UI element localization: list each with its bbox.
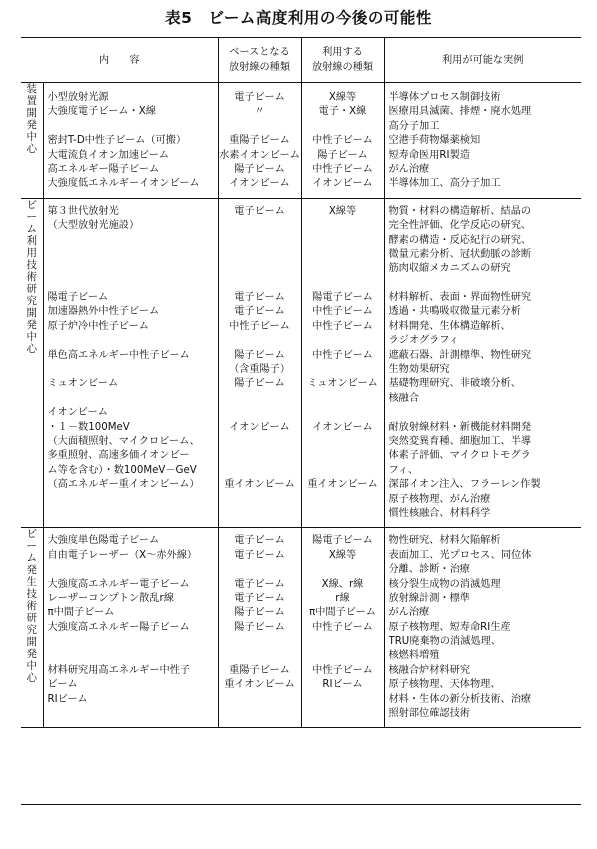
section-label-char: 研 xyxy=(26,612,37,625)
used-beam-cell xyxy=(301,83,384,199)
section-label-char: 利 xyxy=(26,234,37,247)
content-line xyxy=(48,392,218,406)
section-label-cell xyxy=(21,528,43,728)
content-line: RIビーム xyxy=(47,693,88,705)
content-cell xyxy=(43,198,218,528)
used-beam-line xyxy=(302,635,384,649)
applications-line: 照射部位確認技術 xyxy=(388,708,470,720)
section-label xyxy=(21,199,43,355)
section-label-char: 置 xyxy=(26,95,37,107)
used-beam-line: イオンビーム xyxy=(312,178,373,190)
applications-line: 材料開発、生体構造解析、 xyxy=(388,320,511,332)
base-beam-line xyxy=(219,334,301,348)
section-label-char: 技 xyxy=(26,588,37,601)
table-body xyxy=(21,83,581,728)
base-beam-line xyxy=(219,277,301,291)
base-beam-line: 電子ビーム xyxy=(234,535,285,547)
base-beam-line: 電子ビーム xyxy=(234,92,285,103)
applications-line: 放射線計測・標準 xyxy=(388,592,470,604)
section-label-char: 生 xyxy=(26,576,37,589)
used-beam-line: 陽子ビーム xyxy=(317,149,368,161)
base-beam-line: 重イオンビーム xyxy=(224,479,295,491)
base-beam-line xyxy=(219,649,301,663)
applications-line: 核分裂生成物の消滅処理 xyxy=(388,578,501,590)
base-beam-line: 電子ビーム xyxy=(234,306,285,318)
used-beam-line: 中性子ビーム xyxy=(312,320,373,332)
content-line: 陽電子ビーム xyxy=(47,292,109,304)
content-line xyxy=(48,493,218,507)
section-label-cell xyxy=(21,83,43,199)
content-line: 第３世代放射光 xyxy=(47,205,119,217)
base-beam-line: イオンビーム xyxy=(229,178,290,190)
base-beam-line: 重陽子ビーム xyxy=(229,135,290,147)
section-label-char: 開 xyxy=(26,306,37,319)
used-beam-line xyxy=(302,120,384,134)
section-label-char: 心 xyxy=(26,143,37,155)
content-line: 大強度高エネルギー陽子ビーム xyxy=(47,621,190,633)
applications-line: がん治療 xyxy=(388,163,430,175)
section-label-char: 開 xyxy=(26,107,37,119)
base-beam-line xyxy=(219,234,301,248)
base-beam-line xyxy=(219,406,301,420)
used-beam-line xyxy=(302,435,384,449)
section-label xyxy=(21,83,43,155)
used-beam-line: X線等 xyxy=(328,205,357,217)
used-beam-line xyxy=(302,493,384,507)
used-beam-line: X線、r線 xyxy=(321,578,364,590)
section-label-cell xyxy=(21,198,43,528)
section-label-char: 究 xyxy=(26,294,37,307)
applications-cell xyxy=(384,198,581,528)
applications-line: 材料・生体の新分析技術、治療 xyxy=(388,693,532,705)
base-beam-cell xyxy=(218,528,301,728)
bottom-rule xyxy=(21,804,581,805)
content-line: 大電流負イオン加速ビーム xyxy=(47,149,170,161)
section-row xyxy=(21,83,581,199)
used-beam-line xyxy=(302,277,384,291)
applications-line: 生物効果研究 xyxy=(388,364,450,376)
section-label-char: ム xyxy=(26,222,37,235)
section-label-char: 中 xyxy=(26,330,37,343)
section-label-char: ビ xyxy=(26,528,37,541)
header-base-beam-line1: ベースとなる xyxy=(229,47,290,58)
used-beam-cell xyxy=(301,198,384,528)
used-beam-line: π中間子ビーム xyxy=(309,607,376,619)
applications-line: 空港手荷物爆薬検知 xyxy=(388,135,481,147)
header-used-beam-line1: 利用する xyxy=(322,47,363,58)
content-line: 単色高エネルギー中性子ビーム xyxy=(47,349,190,361)
base-beam-line: 陽子ビーム xyxy=(234,378,285,390)
applications-line: 遮蔽石器、計測標準、物性研究 xyxy=(388,349,532,361)
base-beam-line: 陽子ビーム xyxy=(234,163,285,175)
applications-cell xyxy=(384,528,581,728)
used-beam-line xyxy=(302,649,384,663)
base-beam-line: （含重陽子） xyxy=(228,364,291,376)
used-beam-line xyxy=(302,464,384,478)
content-line: 大強度単色陽電子ビーム xyxy=(47,535,160,547)
content-cell xyxy=(43,83,218,199)
used-beam-line xyxy=(302,234,384,248)
section-label-char: 発 xyxy=(26,318,37,331)
base-beam-cell xyxy=(218,198,301,528)
used-beam-line xyxy=(302,693,384,707)
content-line: 大強度高エネルギー電子ビーム xyxy=(47,578,190,590)
used-beam-line: 中性子ビーム xyxy=(312,664,373,676)
section-label-char: 中 xyxy=(26,131,37,143)
applications-line: がん治療 xyxy=(388,607,430,619)
base-beam-line: 電子ビーム xyxy=(234,592,285,604)
section-label-char: 術 xyxy=(26,270,37,283)
applications-line: 慣性核融合、材料科学 xyxy=(388,507,491,519)
base-beam-line xyxy=(219,392,301,406)
used-beam-line xyxy=(302,248,384,262)
applications-line: 高分子加工 xyxy=(388,120,440,132)
section-label-char: ビ xyxy=(26,198,37,211)
applications-line: 医療用具滅菌、排煙・廃水処理 xyxy=(388,106,532,118)
used-beam-line xyxy=(302,392,384,406)
base-beam-line xyxy=(219,635,301,649)
content-line: ・１－数100MeV xyxy=(47,421,130,433)
applications-line: フィ、 xyxy=(388,464,419,476)
content-line xyxy=(48,248,218,262)
section-label-char: ー xyxy=(26,210,37,223)
used-beam-line xyxy=(302,507,384,521)
content-line: （高エネルギー重イオンビーム） xyxy=(47,479,200,491)
base-beam-line xyxy=(219,507,301,521)
base-beam-line: 電子ビーム xyxy=(234,549,285,561)
content-line xyxy=(48,334,218,348)
applications-line: 突然変異育種、細胞加工、半導 xyxy=(388,435,532,447)
section-label xyxy=(21,528,43,684)
base-beam-line xyxy=(219,563,301,577)
applications-line: 核融合 xyxy=(388,392,420,404)
base-beam-line xyxy=(219,449,301,463)
header-used-beam-line2: 放射線の種類 xyxy=(311,62,374,73)
applications-cell xyxy=(384,83,581,199)
applications-line: 材料解析、表面・界面物性研究 xyxy=(388,292,532,304)
base-beam-line xyxy=(219,248,301,262)
content-line: 小型放射光源 xyxy=(47,92,109,103)
section-label-char: 心 xyxy=(26,672,37,685)
used-beam-line: 中性子ビーム xyxy=(312,135,373,147)
applications-line: 深部イオン注入、フラーレン作製 xyxy=(388,479,541,491)
base-beam-line: 電子ビーム xyxy=(234,292,285,304)
applications-line: 原子核物理、短寿命RI生産 xyxy=(388,621,511,633)
content-line xyxy=(48,363,218,377)
base-beam-line xyxy=(219,219,301,233)
section-label-char: 発 xyxy=(26,119,37,131)
header-base-beam-line2: 放射線の種類 xyxy=(228,62,291,73)
used-beam-cell xyxy=(301,528,384,728)
content-line: 自由電子レーザー（X～赤外線） xyxy=(47,549,198,561)
applications-line: 物性研究、材料欠陥解析 xyxy=(388,535,501,547)
base-beam-line xyxy=(219,262,301,276)
base-beam-line xyxy=(219,435,301,449)
used-beam-line: X線等 xyxy=(328,549,357,561)
base-beam-line: 重イオンビーム xyxy=(224,679,295,691)
used-beam-line: 陽電子ビーム xyxy=(312,535,373,547)
base-beam-line: 陽子ビーム xyxy=(234,621,285,633)
content-line: （大型放射光施設） xyxy=(47,220,140,232)
applications-line: 微量元素分析、冠状動脈の診断 xyxy=(388,248,532,260)
applications-line: ラジオグラフィ xyxy=(388,335,459,347)
used-beam-line: 電子・X線 xyxy=(318,106,367,118)
content-cell xyxy=(43,528,218,728)
used-beam-line: 中性子ビーム xyxy=(312,306,373,318)
applications-line: TRU廃棄物の消滅処理、 xyxy=(388,636,501,648)
content-line: 原子炉冷中性子ビーム xyxy=(47,320,149,332)
section-label-char: 開 xyxy=(26,636,37,649)
header-used-beam xyxy=(301,38,384,83)
header-row xyxy=(21,38,581,83)
applications-line: 短寿命医用RI製造 xyxy=(388,149,470,161)
content-line xyxy=(48,277,218,291)
applications-line: 表面加工、光プロセス、同位体 xyxy=(388,549,532,561)
used-beam-line xyxy=(302,334,384,348)
section-label-char: 用 xyxy=(26,246,37,259)
section-label-char: ム xyxy=(26,552,37,565)
section-label-char: 中 xyxy=(26,660,37,673)
content-line xyxy=(48,707,218,721)
applications-line: 体素子評価、マイクロトモグラ xyxy=(388,450,531,462)
used-beam-line xyxy=(302,219,384,233)
content-line xyxy=(48,563,218,577)
content-line xyxy=(48,649,218,663)
base-beam-line xyxy=(219,707,301,721)
content-line: 加速器熱外中性子ビーム xyxy=(47,306,160,318)
used-beam-line: ミュオンビーム xyxy=(307,378,378,390)
base-beam-cell xyxy=(218,83,301,199)
applications-line: 基礎物理研究、非破壊分析、 xyxy=(388,378,521,390)
section-label-char: 発 xyxy=(26,648,37,661)
header-content: 内 容 xyxy=(21,38,218,83)
section-label-char: ー xyxy=(26,540,37,553)
content-line: イオンビーム xyxy=(47,407,108,419)
header-base-beam xyxy=(218,38,301,83)
used-beam-line xyxy=(302,563,384,577)
beam-utilization-table xyxy=(21,37,581,728)
base-beam-line: 中性子ビーム xyxy=(229,320,290,332)
used-beam-line: r線 xyxy=(335,592,350,604)
content-line: 大強度低エネルギーイオンビーム xyxy=(47,178,200,190)
used-beam-line: 中性子ビーム xyxy=(312,621,373,633)
content-line: π中間子ビーム xyxy=(47,607,115,619)
used-beam-line xyxy=(302,406,384,420)
content-line: 密封T-D中性子ビーム（可搬） xyxy=(47,135,187,147)
base-beam-line: 陽子ビーム xyxy=(234,349,285,361)
section-label-char: 研 xyxy=(26,282,37,295)
content-line: レーザーコンプトン散乱r線 xyxy=(47,592,174,604)
base-beam-line: 〃 xyxy=(254,106,265,118)
content-line: 大強度電子ビーム・X線 xyxy=(47,106,156,118)
applications-line: 核融合炉材料研究 xyxy=(388,664,470,676)
content-line xyxy=(48,262,218,276)
used-beam-line xyxy=(302,262,384,276)
applications-line: 耐放射線材料・新機能材料開発 xyxy=(388,421,532,433)
section-row xyxy=(21,198,581,528)
used-beam-line xyxy=(302,449,384,463)
applications-line: 半導体加工、高分子加工 xyxy=(388,178,501,190)
base-beam-line: 重陽子ビーム xyxy=(229,664,290,676)
content-line: 材料研究用高エネルギー中性子 xyxy=(47,664,191,676)
applications-line: 原子核物理、天体物理、 xyxy=(388,679,501,691)
base-beam-line: イオンビーム xyxy=(229,421,290,433)
content-line xyxy=(48,507,218,521)
applications-line: 筋肉収縮メカニズムの研究 xyxy=(388,263,511,275)
applications-line xyxy=(389,277,582,291)
applications-line: 物質・材料の構造解析、結晶の xyxy=(388,205,532,217)
section-label-char: 発 xyxy=(26,564,37,577)
content-line: 多重照射、高速多価イオンビー xyxy=(47,450,190,462)
section-label-char: 術 xyxy=(26,600,37,613)
content-line: ム等を含む）・数100MeV－GeV xyxy=(47,464,197,476)
used-beam-line: 陽電子ビーム xyxy=(312,292,373,304)
used-beam-line: イオンビーム xyxy=(312,421,373,433)
base-beam-line xyxy=(219,493,301,507)
used-beam-line: 重イオンビーム xyxy=(307,479,378,491)
applications-line: 核燃料増殖 xyxy=(388,650,440,662)
content-line: （大面積照射、マイクロビーム、 xyxy=(47,435,200,447)
base-beam-line: 電子ビーム xyxy=(234,578,285,590)
used-beam-line: X線等 xyxy=(328,92,357,103)
section-label-char: 装 xyxy=(26,83,37,95)
table-title: 表5 ビーム高度利用の今後の可能性 xyxy=(165,9,432,27)
content-line: 高エネルギー陽子ビーム xyxy=(47,163,160,175)
used-beam-line: 中性子ビーム xyxy=(312,349,373,361)
base-beam-line: 陽子ビーム xyxy=(234,607,285,619)
applications-line: 半導体プロセス制御技術 xyxy=(388,92,501,103)
used-beam-line: RIビーム xyxy=(322,679,363,691)
content-line xyxy=(48,234,218,248)
content-line xyxy=(48,635,218,649)
base-beam-line xyxy=(219,120,301,134)
used-beam-line xyxy=(302,707,384,721)
applications-line: 透過・共鳴吸収微量元素分析 xyxy=(388,306,521,318)
base-beam-line xyxy=(219,464,301,478)
applications-line: 完全性評価、化学反応の研究、 xyxy=(388,220,532,232)
base-beam-line xyxy=(219,693,301,707)
applications-line: 分離、診断・治療 xyxy=(388,564,470,576)
used-beam-line: 中性子ビーム xyxy=(312,163,373,175)
base-beam-line: 電子ビーム xyxy=(234,205,285,217)
section-label-char: 心 xyxy=(26,342,37,355)
content-line: ミュオンビーム xyxy=(47,378,119,390)
applications-line xyxy=(389,406,582,420)
applications-line: 原子核物理、がん治療 xyxy=(388,493,491,505)
section-label-char: 技 xyxy=(26,258,37,271)
base-beam-line: 水素イオンビーム xyxy=(219,149,300,161)
section-label-char: 究 xyxy=(26,624,37,637)
content-line xyxy=(48,120,218,134)
used-beam-line xyxy=(302,363,384,377)
content-line: ビーム xyxy=(47,679,78,691)
applications-line: 酵素の構造・反応紀行の研究、 xyxy=(388,234,532,246)
section-row xyxy=(21,528,581,728)
header-applications: 利用が可能な実例 xyxy=(384,38,581,83)
